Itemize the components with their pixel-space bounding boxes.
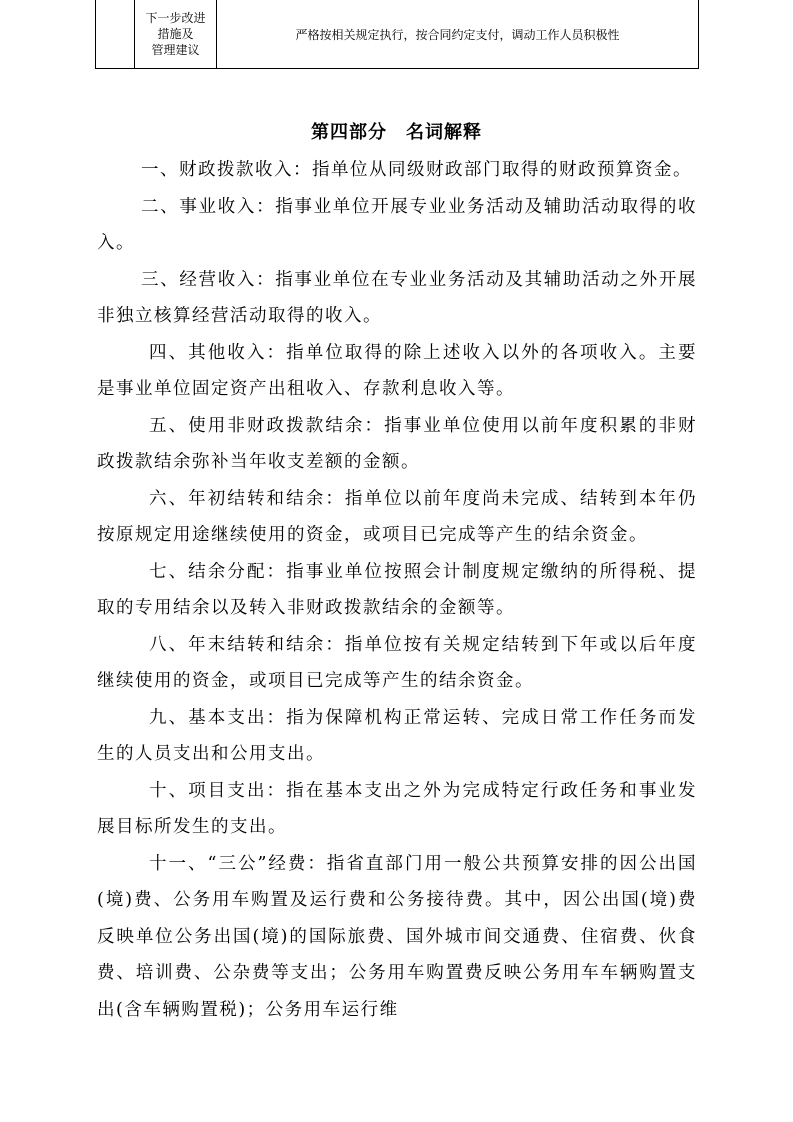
- definition-paragraph: 十一、“三公”经费：指省直部门用一般公共预算安排的因公出国(境)费、公务用车购置及运行费和公务接待费。其中，因公出国(境)费反映单位公务出国(境)的国际旅费、国外城市间交通费、住宿费、伙食费、培训费、公杂费等支出；公务用车购置费反映公务用车车辆购置支出(含车辆购置税)；公务用车运行维: [97, 853, 697, 1020]
- row-label-cell: [135, 0, 217, 68]
- definition-paragraph: 二、事业收入：指事业单位开展专业业务活动及辅助活动取得的收入。: [97, 196, 697, 253]
- row-value-cell: [217, 0, 698, 68]
- definition-paragraph: 六、年初结转和结余：指单位以前年度尚未完成、结转到本年仍按原规定用途继续使用的资金，或项目已完成等产生的结余资金。: [97, 488, 697, 545]
- definitions-body: [97, 152, 697, 1028]
- section-title: 第四部分 名词解释: [311, 122, 482, 143]
- definition-paragraph: 一、财政拨款收入：指单位从同级财政部门取得的财政预算资金。: [141, 160, 692, 180]
- definition-paragraph: 十、项目支出：指在基本支出之外为完成特定行政任务和事业发展目标所发生的支出。: [97, 780, 697, 837]
- improvement-table-row: [95, 0, 699, 69]
- definition-paragraph: 七、结余分配：指事业单位按照会计制度规定缴纳的所得税、提取的专用结余以及转入非财政拨款结余的金额等。: [97, 561, 697, 618]
- empty-cell: [96, 0, 135, 68]
- row-value: 严格按相关规定执行，按合同约定支付，调动工作人员积极性: [295, 27, 620, 42]
- row-label: 下一步改进 措施及 管理建议: [145, 11, 206, 57]
- definition-paragraph: 八、年末结转和结余：指单位按有关规定结转到下年或以后年度继续使用的资金，或项目已完成等产生的结余资金。: [97, 634, 697, 691]
- definition-paragraph: 九、基本支出：指为保障机构正常运转、完成日常工作任务而发生的人员支出和公用支出。: [97, 707, 697, 764]
- definition-paragraph: 五、使用非财政拨款结余：指事业单位使用以前年度积累的非财政拨款结余弥补当年收支差额的金额。: [97, 415, 697, 472]
- definition-paragraph: 三、经营收入：指事业单位在专业业务活动及其辅助活动之外开展非独立核算经营活动取得的收入。: [97, 269, 697, 326]
- definition-paragraph: 四、其他收入：指单位取得的除上述收入以外的各项收入。主要是事业单位固定资产出租收入、存款利息收入等。: [97, 342, 697, 399]
